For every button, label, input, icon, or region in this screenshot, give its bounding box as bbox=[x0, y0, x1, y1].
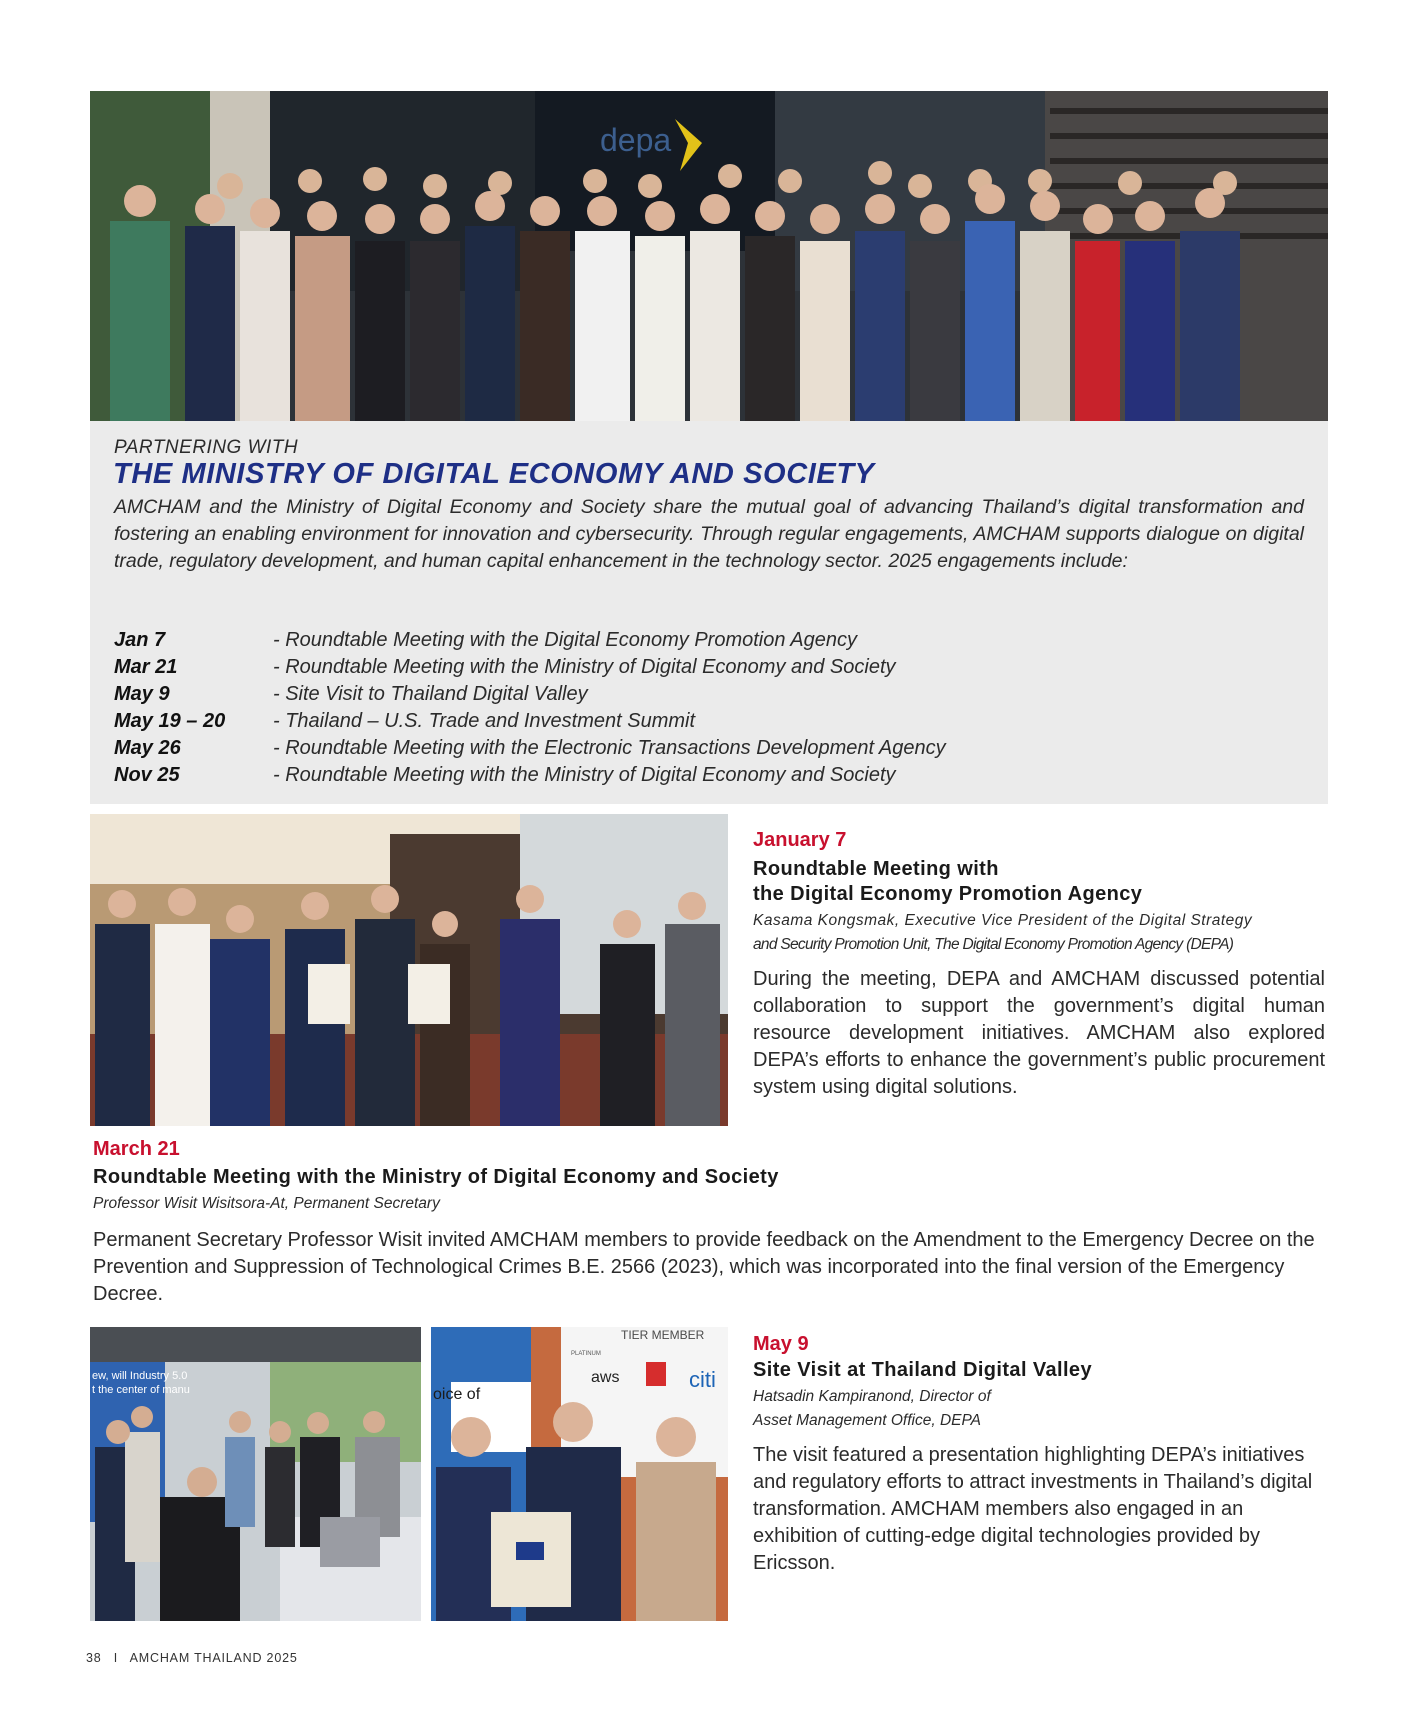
event-date-mar: March 21 bbox=[93, 1138, 180, 1160]
engagement-list bbox=[114, 627, 1314, 789]
engagement-text: - Roundtable Meeting with the Electronic Transactions Development Agency bbox=[273, 737, 946, 759]
publication-name: AMCHAM THAILAND 2025 bbox=[129, 1651, 298, 1665]
footer-separator: I bbox=[113, 1651, 119, 1665]
may-handover-photo bbox=[431, 1327, 728, 1621]
aws-logo-text: aws bbox=[591, 1369, 620, 1386]
group-photo bbox=[90, 91, 1328, 422]
engagement-date: May 19 – 20 bbox=[114, 710, 226, 732]
engagement-text: - Thailand – U.S. Trade and Investment Summit bbox=[273, 710, 696, 732]
event-body-jan: During the meeting, DEPA and AMCHAM discussed potential collaboration to support the government’s digital human resource development initiatives. AMCHAM also explored DEPA’s efforts to enhance the government’s public procurement system using digital solutions. bbox=[753, 968, 1325, 1098]
depa-sign-text: depa bbox=[600, 122, 672, 158]
section-title: THE MINISTRY OF DIGITAL ECONOMY AND SOCIETY bbox=[113, 458, 875, 490]
event-title-jan-line2: the Digital Economy Promotion Agency bbox=[753, 883, 1143, 905]
engagement-text: - Site Visit to Thailand Digital Valley bbox=[273, 683, 588, 705]
voice-banner-text: oice of bbox=[433, 1386, 481, 1403]
engagement-date: Nov 25 bbox=[114, 764, 180, 786]
engagement-text: - Roundtable Meeting with the Ministry of Digital Economy and Society bbox=[273, 656, 896, 678]
industry-banner-text: ew, will Industry 5.0 bbox=[92, 1370, 188, 1382]
engagement-text: - Roundtable Meeting with the Digital Economy Promotion Agency bbox=[273, 629, 858, 651]
engagement-row bbox=[114, 708, 1314, 735]
section-intro: AMCHAM and the Ministry of Digital Economy and Society share the mutual goal of advancing Thailand’s digital transformation and fostering an enabling environment for innovation and cybersecurity. Through regular engagements, AMCHAM supports dialogue on digital trade, regulatory development, and human capital enhancement in the technology sector. 2025 engagements include: bbox=[114, 496, 1304, 572]
event-title-may: Site Visit at Thailand Digital Valley bbox=[753, 1359, 1092, 1381]
event-body-mar: Permanent Secretary Professor Wisit invited AMCHAM members to provide feedback on the Amendment to the Emergency Decree on the Prevention and Suppression of Technological Crimes B.E. 2566 (2023), which was incorporated into the final version of the Emergency Decree. bbox=[93, 1229, 1315, 1305]
january-meeting-photo bbox=[90, 814, 728, 1126]
engagement-date: Mar 21 bbox=[114, 656, 178, 678]
event-date-jan: January 7 bbox=[753, 829, 847, 851]
citi-logo-text: citi bbox=[689, 1367, 716, 1392]
chevron-logo-icon bbox=[646, 1362, 666, 1386]
event-sub-jan-line1: Kasama Kongsmak, Executive Vice President of the Digital Strategy bbox=[753, 912, 1253, 929]
engagement-date: May 26 bbox=[114, 737, 181, 759]
engagement-row bbox=[114, 681, 1314, 708]
amcham-flag-icon bbox=[516, 1542, 544, 1560]
engagement-date: Jan 7 bbox=[114, 629, 166, 651]
event-sub-may-line2: Asset Management Office, DEPA bbox=[753, 1412, 982, 1429]
engagement-text: - Roundtable Meeting with the Ministry of Digital Economy and Society bbox=[273, 764, 896, 786]
page-footer bbox=[86, 1651, 298, 1665]
engagement-row bbox=[114, 627, 1314, 654]
engagement-row bbox=[114, 762, 1314, 789]
engagement-date: May 9 bbox=[114, 683, 170, 705]
engagement-row bbox=[114, 654, 1314, 681]
page-number: 38 bbox=[86, 1651, 102, 1665]
event-sub-may-line1: Hatsadin Kampiranond, Director of bbox=[753, 1388, 991, 1405]
event-body-may: The visit featured a presentation highlighting DEPA’s initiatives and regulatory efforts to attract investments in Thailand’s digital transformation. AMCHAM members also engaged in an exhibition of cutting-edge digital technologies provided by Ericsson. bbox=[753, 1444, 1313, 1574]
engagement-row bbox=[114, 735, 1314, 762]
event-sub-jan-line2: and Security Promotion Unit, The Digital Economy Promotion Agency (DEPA) bbox=[753, 936, 1234, 953]
event-title-mar: Roundtable Meeting with the Ministry of Digital Economy and Society bbox=[93, 1166, 779, 1188]
section-kicker: PARTNERING WITH bbox=[114, 437, 299, 458]
platinum-banner-text: PLATINUM bbox=[571, 1351, 601, 1357]
industry-banner-text-2: t the center of manu bbox=[92, 1384, 190, 1396]
tier-banner-text: TIER MEMBER bbox=[621, 1328, 705, 1342]
may-site-visit-photo bbox=[90, 1327, 421, 1621]
event-sub-mar: Professor Wisit Wisitsora-At, Permanent Secretary bbox=[93, 1195, 440, 1212]
event-title-jan-line1: Roundtable Meeting with bbox=[753, 858, 999, 880]
event-date-may: May 9 bbox=[753, 1333, 809, 1355]
